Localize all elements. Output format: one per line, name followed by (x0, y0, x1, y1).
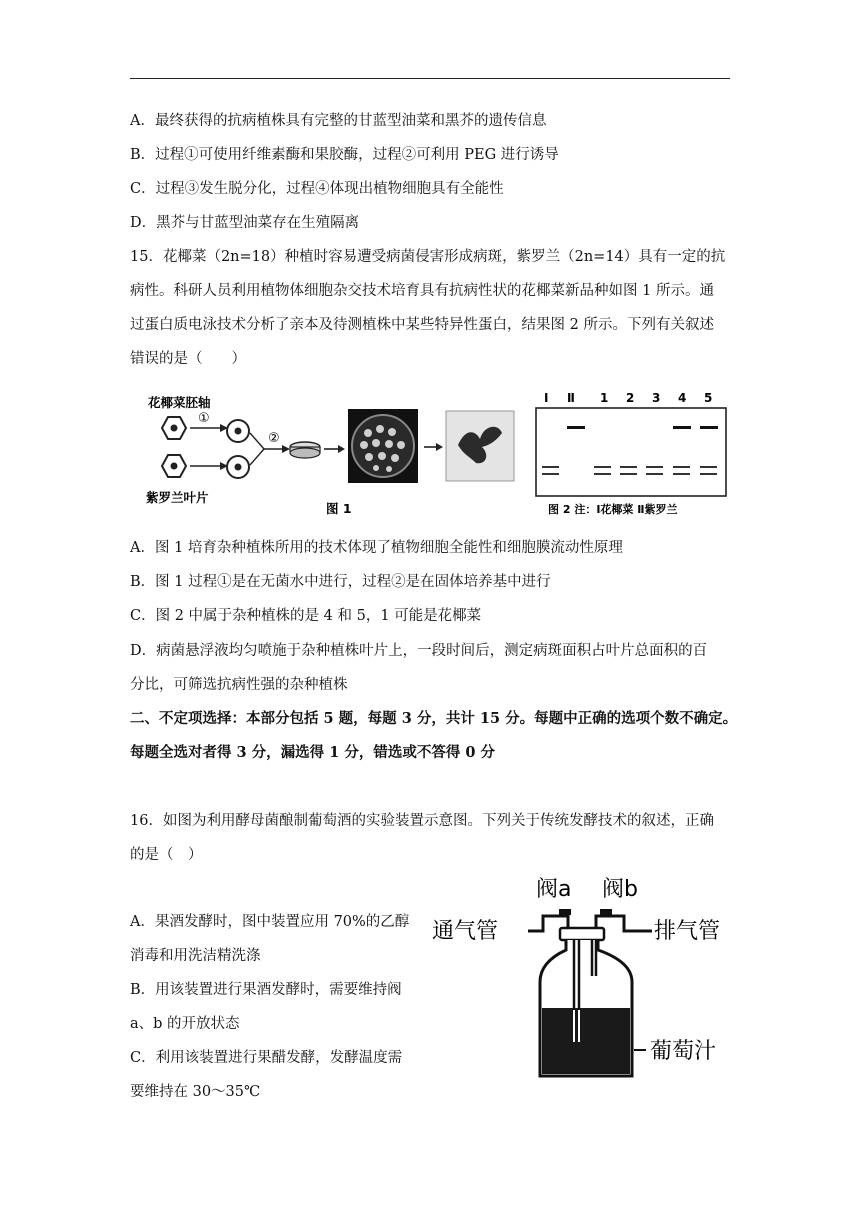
outlet-tube-label: 排气管 (654, 919, 721, 944)
figure-2-electrophoresis (534, 386, 730, 521)
lane-label: 3 (652, 391, 661, 405)
q14-option-b: B．过程①可使用纤维素酶和果胶酶，过程②可利用 PEG 进行诱导 (130, 147, 559, 163)
juice-label: 葡萄汁 (650, 1039, 717, 1064)
valve-b (600, 909, 612, 915)
q14-option-a: A．最终获得的抗病植株具有完整的甘蓝型油菜和黑芥的遗传信息 (130, 113, 547, 129)
q16-option-a-line2: 消毒和用洗洁精洗涤 (130, 948, 261, 964)
q15-stem-line3: 过蛋白质电泳技术分析了亲本及待测植株中某些特异性蛋白，结果图 2 所示。下列有关叙述 (130, 317, 714, 333)
band-upper (673, 426, 691, 429)
valve-a-label: 阀a (536, 877, 572, 902)
q16-stem-line2: 的是（ ） (130, 847, 203, 863)
q15-stem-line4: 错误的是（ ） (130, 351, 246, 367)
q16-option-b-line2: a、b 的开放状态 (130, 1016, 240, 1032)
lane-label: 1 (600, 391, 609, 405)
nucleus-bottom (171, 463, 178, 470)
grape-juice (542, 1008, 630, 1074)
q14-option-c: C．过程③发生脱分化，过程④体现出植物细胞具有全能性 (130, 181, 504, 197)
gel-frame (536, 408, 726, 496)
lane-labels (544, 391, 712, 405)
fig1-label-bottom: 紫罗兰叶片 (146, 490, 209, 505)
q15-option-b: B．图 1 过程①是在无菌水中进行，过程②是在固体培养基中进行 (130, 574, 551, 590)
lane-label: Ⅱ (567, 391, 575, 405)
fig1-label-top: 花椰菜胚轴 (148, 395, 211, 410)
fig2-caption: 图 2 注：Ⅰ花椰菜 Ⅱ紫罗兰 (548, 503, 678, 516)
fermentation-apparatus-figure (428, 870, 738, 1085)
band-upper (700, 426, 718, 429)
figure-1-hybridization (140, 385, 530, 525)
lane-label: 2 (626, 391, 635, 405)
lane-label: Ⅰ (544, 391, 549, 405)
q15-option-c: C．图 2 中属于杂种植株的是 4 和 5，1 可能是花椰菜 (130, 608, 482, 624)
valve-a (559, 909, 571, 915)
lane-label: 4 (678, 391, 687, 405)
valve-b-label: 阀b (602, 877, 638, 902)
q15-option-d-line1: D．病菌悬浮液均匀喷施于杂种植株叶片上，一段时间后，测定病斑面积占叶片总面积的百 (130, 643, 708, 659)
q15-stem-line2: 病性。科研人员利用植物体细胞杂交技术培育具有抗病性状的花椰菜新品种如图 1 所示。通 (130, 283, 714, 299)
q15-option-d-line2: 分比，可筛选抗病性强的杂种植株 (130, 677, 348, 693)
header-rule (130, 78, 730, 79)
lane-label: 5 (704, 391, 713, 405)
inlet-tube-label: 通气管 (432, 919, 499, 944)
q15-stem-line1: 15．花椰菜（2n=18）种植时容易遭受病菌侵害形成病斑，紫罗兰（2n=14）具有一定的抗 (130, 249, 726, 265)
nucleus-top (171, 425, 178, 432)
q16-option-b-line1: B．用该装置进行果酒发酵时，需要维持阀 (130, 982, 402, 998)
band-upper (567, 426, 585, 429)
q15-option-a: A．图 1 培育杂种植株所用的技术体现了植物细胞全能性和细胞膜流动性原理 (130, 540, 623, 556)
fig1-caption: 图 1 (326, 501, 352, 516)
bottle-stopper (560, 928, 604, 940)
bands-lower (542, 466, 717, 475)
section-2-instructions-line2: 每题全选对者得 3 分，漏选得 1 分，错选或不答得 0 分 (130, 744, 496, 761)
step-2-label: ② (268, 431, 280, 446)
q14-option-d: D．黑芥与甘蓝型油菜存在生殖隔离 (130, 215, 360, 231)
q16-option-a-line1: A．果酒发酵时，图中装置应用 70%的乙醇 (130, 914, 410, 930)
q16-stem-line1: 16．如图为利用酵母菌酿制葡萄酒的实验装置示意图。下列关于传统发酵技术的叙述，正确 (130, 813, 714, 829)
step-1-label: ① (198, 411, 210, 426)
q16-option-c-line1: C．利用该装置进行果醋发酵，发酵温度需 (130, 1050, 403, 1066)
q16-option-c-line2: 要维持在 30～35℃ (130, 1084, 261, 1100)
section-2-instructions-line1: 二、不定项选择：本部分包括 5 题，每题 3 分，共计 15 分。每题中正确的选项个数不确定。 (130, 710, 738, 727)
